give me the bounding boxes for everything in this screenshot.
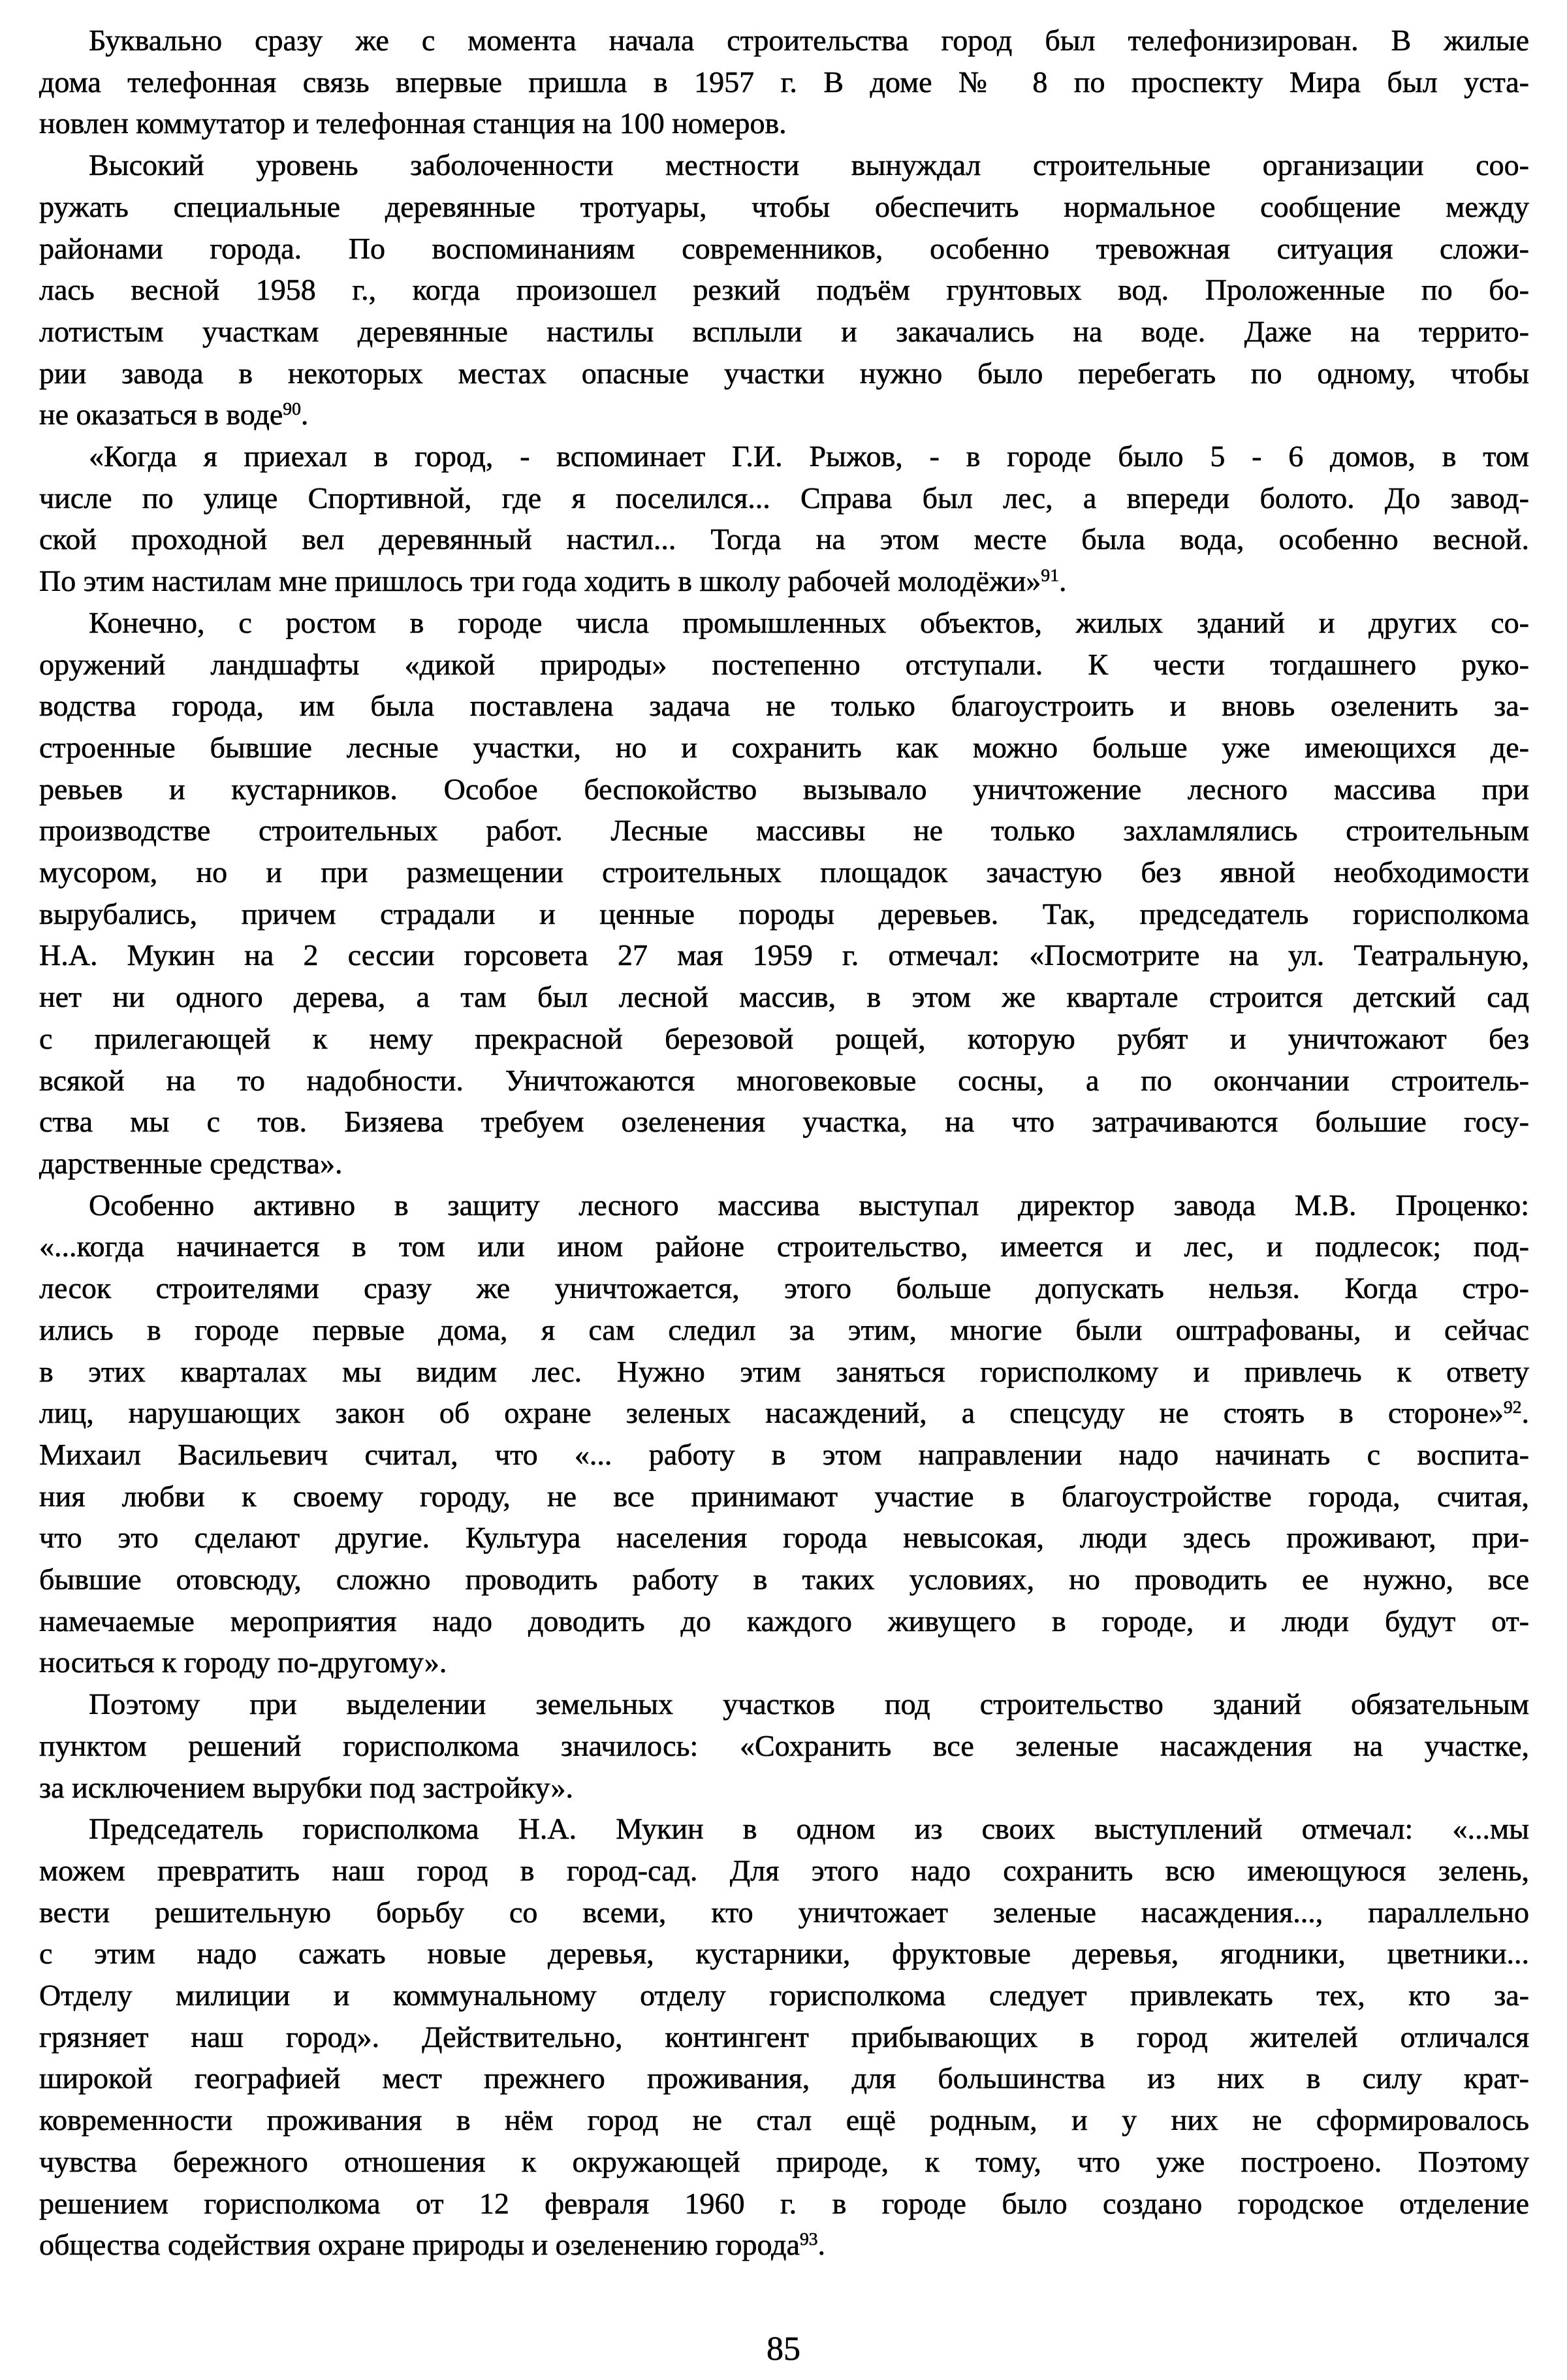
text-line: Буквально сразу же с момента начала строительства город был телефонизирован. В жилые <box>89 24 1529 57</box>
text-line: общества содействия охране природы и озеленению города$^{93}$. <box>39 2228 826 2262</box>
text-line: ились в городе первые дома, я сам следил за этим, многие были оштрафованы, и сейчас <box>39 1312 1529 1346</box>
text-line: ружать специальные деревянные тротуары, чтобы обеспечить нормальное сообщение между <box>39 189 1529 223</box>
text-line: всякой на то надобности. Уничтожаются многовековые сосны, а по окончании строитель- <box>39 1063 1529 1097</box>
text-line: ния любви к своему городу, не все принимают участие в благоустройстве города, считая, <box>39 1479 1529 1513</box>
paragraph <box>39 20 1529 144</box>
text-line: водства города, им была поставлена задача не только благоустроить и вновь озеленить за- <box>39 689 1529 723</box>
text-line: в этих кварталах мы видим лес. Нужно этим заняться горисполкому и привлечь к ответу <box>39 1354 1529 1388</box>
text-line: лась весной 1958 г., когда произошел резкий подъём грунтовых вод. Проложенные по бо- <box>39 273 1529 307</box>
text-line: ковременности проживания в нём город не стал ещё родным, и у них не сформировалось <box>39 2103 1529 2137</box>
text-line: «Когда я приехал в город, - вспоминает Г.И. Рыжов, - в городе было 5 - 6 домов, в том <box>89 439 1529 473</box>
text-line: носиться к городу по-другому». <box>39 1645 447 1679</box>
text-line: мусором, но и при размещении строительных площадок зачастую без явной необходимости <box>39 855 1529 889</box>
footnote-ref: 93 <box>799 2229 818 2249</box>
text-line: лотистым участкам деревянные настилы всплыли и закачались на воде. Даже на террито- <box>39 314 1529 348</box>
text-line: что это сделают другие. Культура населения города невысокая, люди здесь проживают, при- <box>39 1521 1529 1555</box>
paragraph <box>39 602 1529 1184</box>
text-line: с прилегающей к нему прекрасной березовой рощей, которую рубят и уничтожают без <box>39 1021 1529 1055</box>
text-line: за исключением вырубки под застройку». <box>39 1770 573 1804</box>
text-line: дома телефонная связь впервые пришла в 1957 г. В доме № 8 по проспекту Мира был уста- <box>39 65 1529 99</box>
text-line: Председатель горисполкома Н.А. Мукин в одном из своих выступлений отмечал: «...мы <box>89 1812 1529 1846</box>
text-line: Отделу милиции и коммунальному отделу горисполкома следует привлекать тех, кто за- <box>39 1978 1529 2012</box>
text-line: оружений ландшафты «дикой природы» постепенно отступали. К чести тогдашнего руко- <box>39 647 1529 681</box>
text-line: лиц, нарушающих закон об охране зеленых насаждений, а спецсуду не стоять в стороне»$^{92}$. <box>39 1396 1529 1430</box>
text-line: вырубались, причем страдали и ценные породы деревьев. Так, председатель горисполкома <box>39 896 1529 930</box>
text-line: ства мы с тов. Бизяева требуем озеленения участка, на что затрачиваются большие госу- <box>39 1105 1529 1139</box>
text-line: дарственные средства». <box>39 1146 343 1180</box>
text-line: Конечно, с ростом в городе числа промышленных объектов, жилых зданий и других со- <box>89 605 1529 639</box>
text-line: рии завода в некоторых местах опасные участки нужно было перебегать по одному, чтобы <box>39 356 1529 390</box>
text-line: Михаил Васильевич считал, что «... работу в этом направлении надо начинать с воспита- <box>39 1437 1529 1471</box>
text-line: намечаемые мероприятия надо доводить до каждого живущего в городе, и люди будут от- <box>39 1604 1529 1638</box>
paragraph <box>39 144 1529 436</box>
paragraph <box>39 1683 1529 1808</box>
paragraph <box>39 1808 1529 2266</box>
paragraph <box>39 1184 1529 1683</box>
text-line: ревьев и кустарников. Особое беспокойство вызывало уничтожение лесного массива при <box>39 772 1529 806</box>
footnote-ref: 91 <box>1041 564 1060 585</box>
text-line: вести решительную борьбу со всеми, кто уничтожает зеленые насаждения..., параллельно <box>39 1895 1529 1929</box>
text-line: бывшие отовсюду, сложно проводить работу в таких условиях, но проводить ее нужно, все <box>39 1563 1529 1596</box>
text-block <box>39 20 1529 2266</box>
text-line: с этим надо сажать новые деревья, кустарники, фруктовые деревья, ягодники, цветники... <box>39 1937 1529 1971</box>
text-line: Поэтому при выделении земельных участков под строительство зданий обязательным <box>89 1687 1529 1721</box>
footnote-ref: 92 <box>1503 1397 1522 1418</box>
text-line: «...когда начинается в том или ином районе строительство, имеется и лес, и подлесок; под- <box>39 1230 1529 1263</box>
text-line: Высокий уровень заболоченности местности вынуждал строительные организации соо- <box>89 148 1529 182</box>
text-line: новлен коммутатор и телефонная станция на 100 номеров. <box>39 106 787 140</box>
text-line: числе по улице Спортивной, где я поселился... Справа был лес, а впереди болото. До завод- <box>39 481 1529 515</box>
paragraph <box>39 436 1529 602</box>
text-line: По этим настилам мне пришлось три года ходить в школу рабочей молодёжи»$^{91}$. <box>39 564 1067 598</box>
text-line: не оказаться в воде$^{90}$. <box>39 398 309 432</box>
text-line: районами города. По воспоминаниям современников, особенно тревожная ситуация сложи- <box>39 231 1529 265</box>
text-line: ской проходной вел деревянный настил... Тогда на этом месте была вода, особенно весной. <box>39 522 1529 556</box>
text-line: Н.А. Мукин на 2 сессии горсовета 27 мая 1959 г. отмечал: «Посмотрите на ул. Театральную, <box>39 938 1529 972</box>
footnote-ref: 90 <box>283 398 301 419</box>
text-line: можем превратить наш город в город-сад. Для этого надо сохранить всю имеющуюся зелень, <box>39 1853 1529 1887</box>
text-line: производстве строительных работ. Лесные массивы не только захламлялись строительным <box>39 814 1529 848</box>
text-line: лесок строителями сразу же уничтожается, этого больше допускать нельзя. Когда стро- <box>39 1271 1529 1305</box>
text-line: Особенно активно в защиту лесного массива выступал директор завода М.В. Проценко: <box>89 1188 1529 1222</box>
text-line: решением горисполкома от 12 февраля 1960 г. в городе было создано городское отделение <box>39 2186 1529 2220</box>
text-line: широкой географией мест прежнего проживания, для большинства из них в силу крат- <box>39 2061 1529 2095</box>
text-line: нет ни одного дерева, а там был лесной массив, в этом же квартале строится детский сад <box>39 980 1529 1014</box>
text-line: грязняет наш город». Действительно, контингент прибывающих в город жителей отличался <box>39 2020 1529 2054</box>
page-number: 85 <box>767 2330 800 2368</box>
text-line: пунктом решений горисполкома значилось: «Сохранить все зеленые насаждения на участке, <box>39 1728 1529 1762</box>
text-line: чувства бережного отношения к окружающей природе, к тому, что уже построено. Поэтому <box>39 2144 1529 2178</box>
text-line: строенные бывшие лесные участки, но и сохранить как можно больше уже имеющихся де- <box>39 730 1529 764</box>
